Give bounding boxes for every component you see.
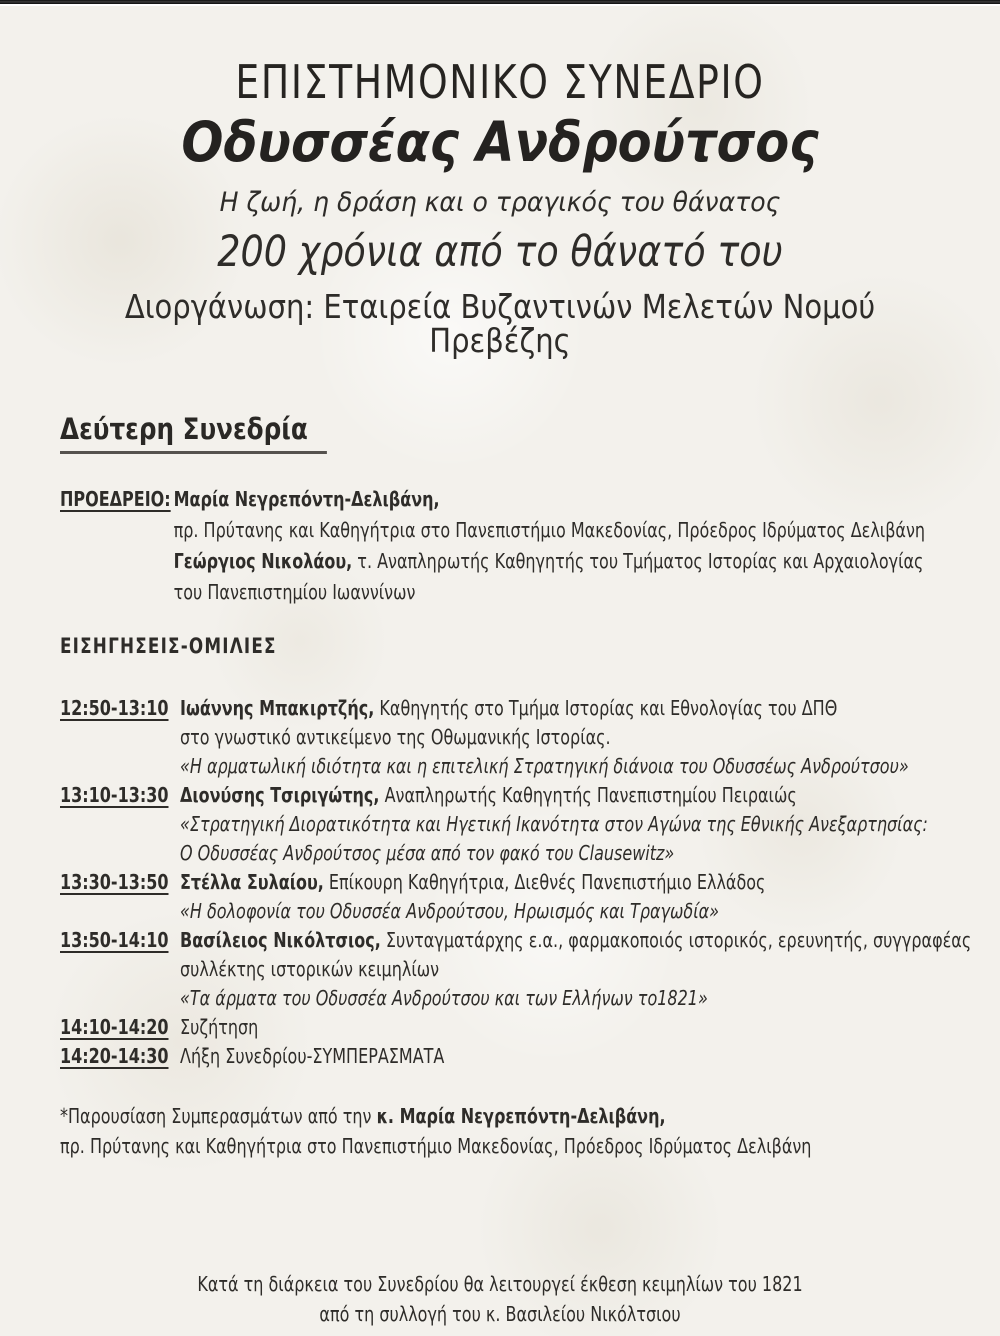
chair-row [60,515,980,546]
speaker-affiliation: Επίκουρη Καθηγήτρια, Διεθνές Πανεπιστήμιο Ελλάδος [323,869,766,894]
schedule-item [60,1042,980,1071]
talk-title: «Στρατηγική Διορατικότητα και Ηγετική Ικανότητα στον Αγώνα της Εθνικής Ανεξαρτησίας: [180,811,928,836]
talk-title: «Η δολοφονία του Οδυσσέα Ανδρούτσου, Ηρωισμός και Τραγωδία» [180,898,720,923]
chair-block [60,484,980,608]
chair-spacer [60,577,174,608]
chair1-name: Μαρία Νεγρεπόντη-Δελιβάνη, [173,486,440,511]
footnote-line1 [60,1101,980,1131]
session-time: 13:50-14:10 [60,927,169,952]
chair-spacer [60,546,174,577]
conference-title: Οδυσσέας Ανδρούτσος [181,110,819,175]
footer-line1: Κατά τη διάρκεια του Συνεδρίου θα λειτουργεί έκθεση κειμηλίων του 1821 [197,1271,803,1296]
speaker-affiliation: Καθηγητής στο Τμήμα Ιστορίας και Εθνολογίας του ΔΠΘ [374,695,838,720]
session-details [180,781,980,868]
chair1-name-line [174,484,980,515]
conference-anniversary: 200 χρόνια από το θάνατό του [217,227,783,278]
speaker-line [180,781,980,810]
talk-title: «Τα άρματα του Οδυσσέα Ανδρούτσου και των Ελλήνων το1821» [180,985,708,1010]
program-body [60,411,980,1161]
speaker-affiliation: Συνταγματάρχης ε.α., φαρμακοποιός ιστορικός, ερευνητής, συγγραφέας [380,927,972,952]
poster-footer [0,1269,1000,1329]
chair-row [60,484,980,515]
session-activity: Συζήτηση [180,1014,259,1039]
schedule-item [60,926,980,1013]
session-time: 13:10-13:30 [60,782,169,807]
schedule-item [60,1013,980,1042]
speaker-affiliation: Αναπληρωτής Καθηγητής Πανεπιστημίου Πειραιώς [379,782,797,807]
footnote-name: κ. Μαρία Νεγρεπόντη-Δελιβάνη, [376,1103,666,1128]
footnote-line2: πρ. Πρύτανης και Καθηγήτρια στο Πανεπιστήμιο Μακεδονίας, Πρόεδρος Ιδρύματος Δελιβάνη [60,1133,812,1158]
affiliation-continued: στο γνωστικό αντικείμενο της Οθωμανικής Ιστορίας. [180,724,611,749]
talk-title-continued: Ο Οδυσσέας Ανδρούτσος μέσα από τον φακό του Clausewitz» [180,840,675,865]
chair2-name: Γεώργιος Νικολάου, [173,548,353,573]
chair-label: ΠΡΟΕΔΡΕΙΟ: [60,486,171,511]
schedule-item [60,868,980,926]
session-time: 14:20-14:30 [60,1043,169,1068]
speaker-name: Ιωάννης Μπακιρτζής, [180,695,375,720]
talk-title: «Η αρματωλική ιδιότητα και η επιτελική Στρατηγική διάνοια του Οδυσσέως Ανδρούτσου» [180,753,909,778]
session-details [180,868,980,926]
session-time: 12:50-13:10 [60,695,169,720]
session-details [180,694,980,781]
speaker-name: Διονύσης Τσιριγώτης, [180,782,380,807]
conference-organizer: Διοργάνωση: Εταιρεία Βυζαντινών Μελετών Νομού Πρεβέζης [124,286,876,361]
speaker-name: Βασίλειος Νικόλτσιος, [180,927,381,952]
session-time: 13:30-13:50 [60,869,169,894]
chair2-name-line [174,546,980,577]
affiliation-continued: συλλέκτης ιστορικών κειμηλίων [180,956,440,981]
schedule-item [60,781,980,868]
conference-subtitle: Η ζωή, η δράση και ο τραγικός του θάνατος [219,187,781,219]
poster-header [0,6,1000,359]
footnote-prefix: *Παρουσίαση Συμπερασμάτων από την [60,1103,377,1128]
schedule-item [60,694,980,781]
session-time: 14:10-14:20 [60,1014,169,1039]
chair-row [60,546,980,577]
chair2-description-line2: του Πανεπιστημίου Ιωαννίνων [173,579,416,604]
chair2-description: τ. Αναπληρωτής Καθηγητής του Τμήματος Ιστορίας και Αρχαιολογίας [352,548,924,573]
speaker-line [180,868,980,897]
footnote [60,1101,980,1161]
chair-spacer [60,515,174,546]
talks-heading: ΕΙΣΗΓΗΣΕΙΣ-ΟΜΙΛΙΕΣ [60,633,277,658]
schedule-list [60,694,980,1071]
session-activity: Λήξη Συνεδρίου-ΣΥΜΠΕΡΑΣΜΑΤΑ [180,1043,445,1068]
session-heading-text: Δεύτερη Συνεδρία [60,415,326,454]
session-details [180,1042,980,1071]
speaker-name: Στέλλα Συλαίου, [180,869,324,894]
footer-line2: από τη συλλογή του κ. Βασιλείου Νικόλτσιου [319,1301,681,1326]
speaker-line [180,926,980,955]
conference-kicker: ΕΠΙΣΤΗΜΟΝΙΚΟ ΣΥΝΕΔΡΙΟ [235,55,765,109]
session-details [180,1013,980,1042]
speaker-line [180,694,980,723]
session-details [180,926,980,1013]
session-heading [60,411,842,454]
chair1-description: πρ. Πρύτανης και Καθηγήτρια στο Πανεπιστήμιο Μακεδονίας, Πρόεδρος Ιδρύματος Δελιβάνη [173,517,926,542]
chair-row [60,577,980,608]
